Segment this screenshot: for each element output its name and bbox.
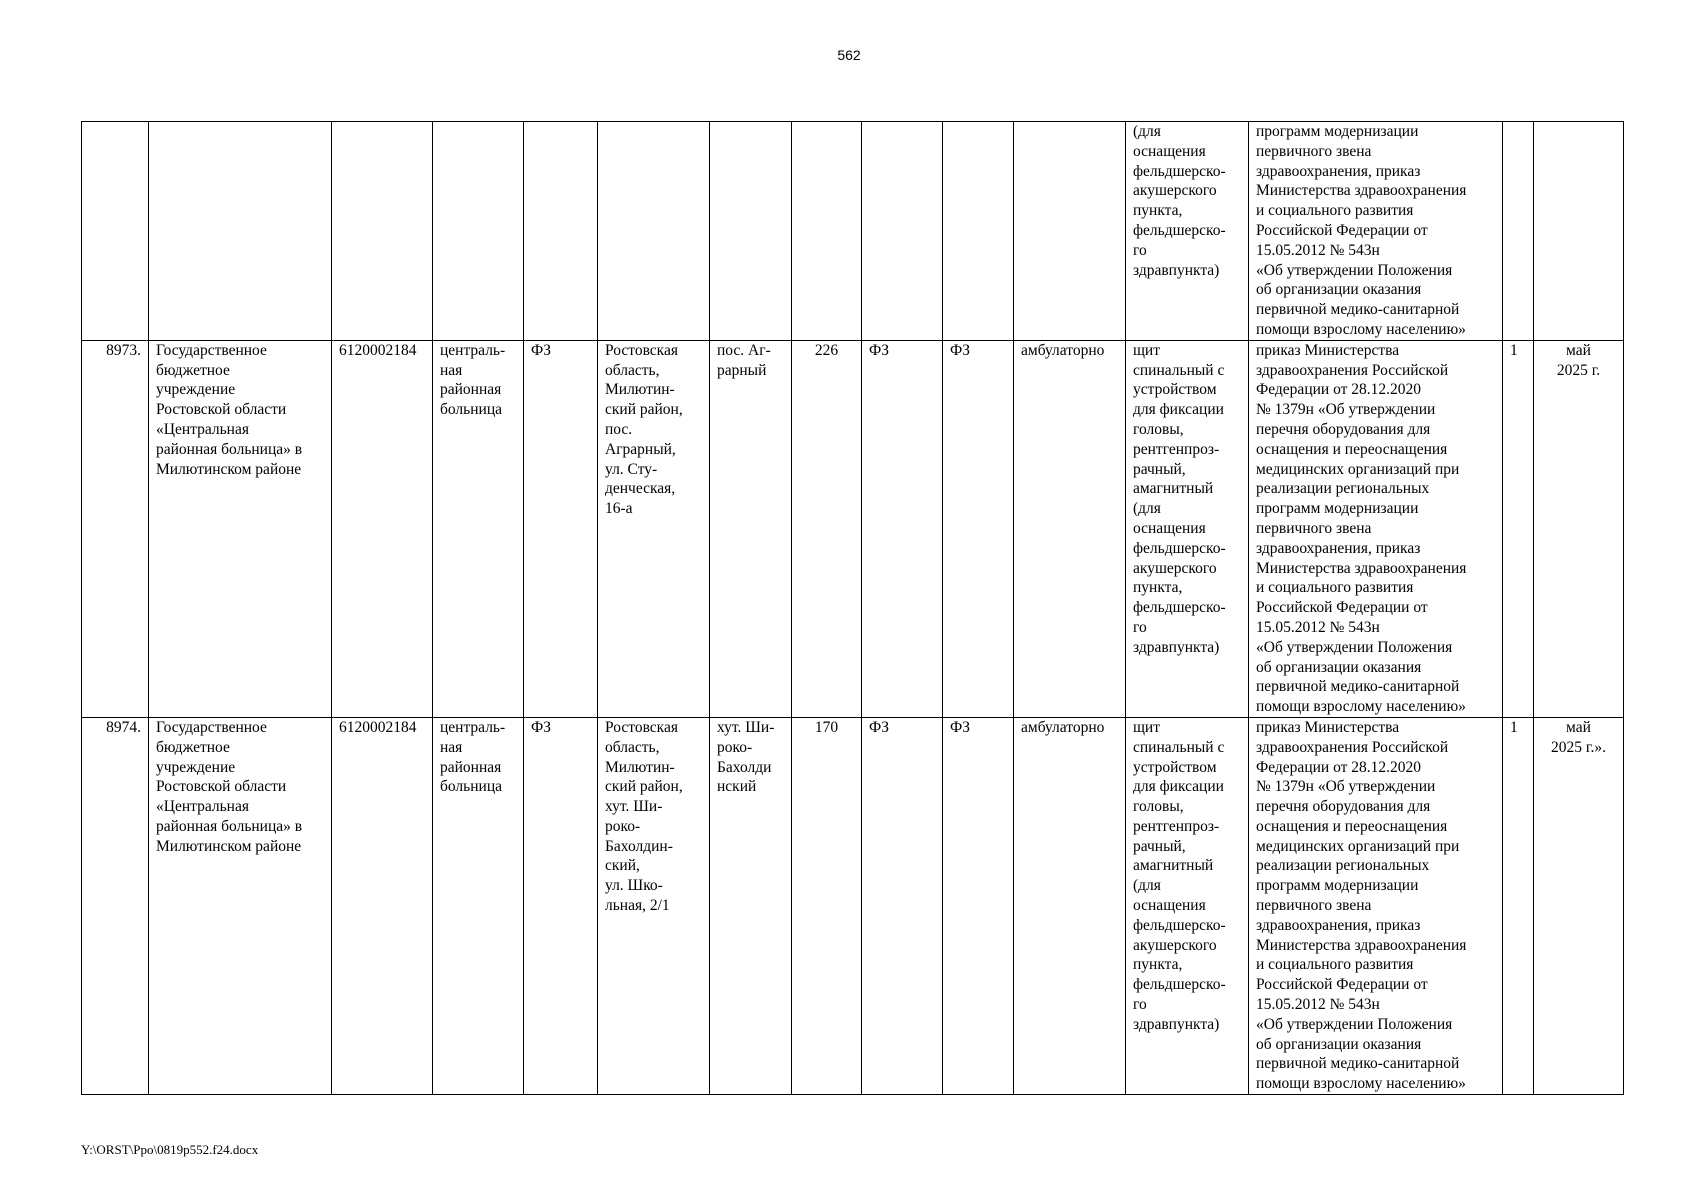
cell-address: Ростовская область, Милютин- ский район, хут. Ши- роко- Бахолдин- ский, ул. Шко- льная, 2/1	[598, 717, 710, 1094]
cell-settlement: пос. Аг- рарный	[710, 340, 792, 717]
cell-fz	[524, 122, 598, 341]
cell-org-type: централь- ная районная больница	[433, 340, 524, 717]
cell-settlement	[710, 122, 792, 341]
cell-quantity	[1503, 122, 1534, 341]
cell-capacity: 170	[792, 717, 862, 1094]
cell-equipment: (для оснащения фельдшерско- акушерского пункта, фельдшерско- го здравпункта)	[1126, 122, 1249, 341]
cell-capacity: 226	[792, 340, 862, 717]
cell-inn	[332, 122, 433, 341]
cell-quantity: 1	[1503, 717, 1534, 1094]
cell-fz	[943, 122, 1014, 341]
cell-inn: 6120002184	[332, 340, 433, 717]
equipment-table	[81, 121, 1624, 1095]
cell-legal-basis: приказ Министерства здравоохранения Российской Федерации от 28.12.2020 № 1379н «Об утверждении перечня оборудования для оснащения и переоснащения медицинских организаций при реализации региональных программ модернизации первичного звена здравоохранения, приказ Министерства здравоохранения и социального развития Российской Федерации от 15.05.2012 № 543н «Об утверждении Положения об организации оказания первичной медико-санитарной помощи взрослому населению»	[1249, 340, 1503, 717]
cell-capacity	[792, 122, 862, 341]
cell-inn: 6120002184	[332, 717, 433, 1094]
cell-legal-basis: приказ Министерства здравоохранения Российской Федерации от 28.12.2020 № 1379н «Об утверждении перечня оборудования для оснащения и переоснащения медицинских организаций при реализации региональных программ модернизации первичного звена здравоохранения, приказ Министерства здравоохранения и социального развития Российской Федерации от 15.05.2012 № 543н «Об утверждении Положения об организации оказания первичной медико-санитарной помощи взрослому населению»	[1249, 717, 1503, 1094]
cell-address: Ростовская область, Милютин- ский район, пос. Аграрный, ул. Сту- денческая, 16-а	[598, 340, 710, 717]
cell-care-mode	[1014, 122, 1126, 341]
cell-org-type: централь- ная районная больница	[433, 717, 524, 1094]
table-row	[82, 340, 1624, 717]
cell-legal-basis: программ модернизации первичного звена здравоохранения, приказ Министерства здравоохранения и социального развития Российской Федерации от 15.05.2012 № 543н «Об утверждении Положения об организации оказания первичной медико-санитарной помощи взрослому населению»	[1249, 122, 1503, 341]
cell-fz: ФЗ	[524, 340, 598, 717]
cell-term: май 2025 г.».	[1534, 717, 1624, 1094]
cell-fz: ФЗ	[862, 340, 943, 717]
cell-number: 8974.	[82, 717, 149, 1094]
cell-number: 8973.	[82, 340, 149, 717]
cell-term	[1534, 122, 1624, 341]
table-row	[82, 717, 1624, 1094]
cell-organization	[149, 122, 332, 341]
cell-equipment: щит спинальный с устройством для фиксации головы, рентгенпроз- рачный, амагнитный (для оснащения фельдшерско- акушерского пункта, фельдшерско- го здравпункта)	[1126, 340, 1249, 717]
cell-number	[82, 122, 149, 341]
cell-care-mode: амбулаторно	[1014, 717, 1126, 1094]
cell-organization: Государственное бюджетное учреждение Ростовской области «Центральная районная больница» в Милютинском районе	[149, 340, 332, 717]
cell-fz: ФЗ	[943, 717, 1014, 1094]
cell-term: май 2025 г.	[1534, 340, 1624, 717]
cell-fz: ФЗ	[943, 340, 1014, 717]
cell-address	[598, 122, 710, 341]
footer-file-path: Y:\ORST\Ppo\0819p552.f24.docx	[81, 1142, 259, 1157]
cell-equipment: щит спинальный с устройством для фиксации головы, рентгенпроз- рачный, амагнитный (для оснащения фельдшерско- акушерского пункта, фельдшерско- го здравпункта)	[1126, 717, 1249, 1094]
table-row	[82, 122, 1624, 341]
cell-care-mode: амбулаторно	[1014, 340, 1126, 717]
cell-fz: ФЗ	[862, 717, 943, 1094]
cell-fz: ФЗ	[524, 717, 598, 1094]
cell-organization: Государственное бюджетное учреждение Ростовской области «Центральная районная больница» в Милютинском районе	[149, 717, 332, 1094]
cell-quantity: 1	[1503, 340, 1534, 717]
cell-org-type	[433, 122, 524, 341]
page-number: 562	[837, 47, 861, 63]
cell-settlement: хут. Ши- роко- Бахолди нский	[710, 717, 792, 1094]
cell-fz	[862, 122, 943, 341]
